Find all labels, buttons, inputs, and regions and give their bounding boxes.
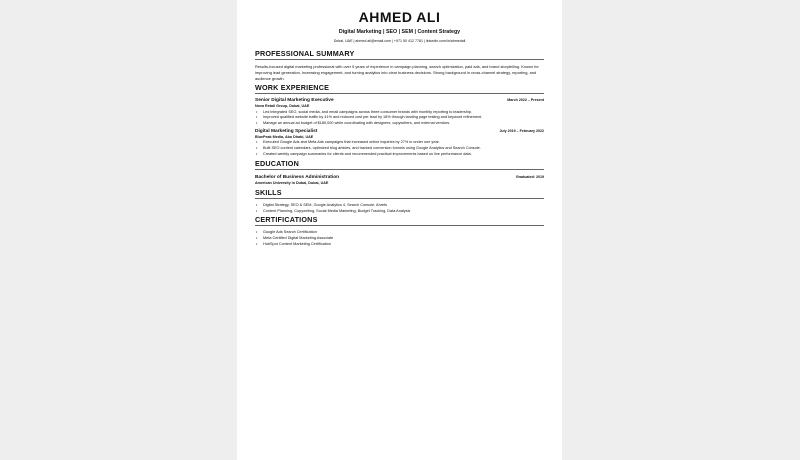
list-item: • Executed Google Ads and Meta Ads campaigns that increased online inquiries by 27% in under one year. xyxy=(263,140,544,146)
resume-page xyxy=(237,0,562,460)
list-item: • Led integrated SEO, social media, and email campaigns across three consumer brands with monthly reporting to leadership. xyxy=(263,110,544,116)
education-heading: EDUCATION xyxy=(255,159,544,170)
job-company: Nova Retail Group, Dubai, UAE xyxy=(255,104,310,109)
list-item: • Manage an annual ad budget of $180,000 while coordinating with designers, copywriters, and external vendors. xyxy=(263,121,544,127)
candidate-headline: Digital Marketing | SEO | SEM | Content Strategy xyxy=(338,29,461,35)
contact-line: Dubai, UAE | ahmed.ali@email.com | +971 50 412 7781 | linkedin.com/in/ahmedali xyxy=(333,39,466,43)
job-entry xyxy=(255,128,544,158)
school: American University in Dubai, Dubai, UAE xyxy=(255,180,329,185)
job-title: Digital Marketing Specialist xyxy=(255,128,318,134)
job-header xyxy=(255,97,544,104)
list-item: • Google Ads Search Certification xyxy=(263,230,544,236)
job-entry xyxy=(255,97,544,127)
list-item: • Digital Strategy, SEO & SEM, Google Analytics 4, Search Console, Ahrefs xyxy=(263,203,544,209)
job-header xyxy=(255,128,544,135)
certifications-list xyxy=(255,230,544,247)
list-item: • Content Planning, Copywriting, Social Media Marketing, Budget Tracking, Data Analysis xyxy=(263,209,544,215)
list-item: • HubSpot Content Marketing Certification xyxy=(263,242,544,248)
job-title: Senior Digital Marketing Executive xyxy=(255,98,334,104)
education-header xyxy=(255,174,544,181)
degree: Bachelor of Business Administration xyxy=(255,174,340,180)
job-bullets xyxy=(255,140,544,157)
summary-heading: PROFESSIONAL SUMMARY xyxy=(255,49,544,60)
summary-text: Results-focused digital marketing professional with over 5 years of experience in campaign planning, search optimization, paid ads, and brand storytelling. Known for improving lead generation, increasing engagement, and turning analytics into clear business decisions. Strong background in cross-channel strategy, reporting, and audience growth. xyxy=(255,64,539,81)
skills-list xyxy=(255,203,544,215)
list-item: • Created weekly campaign summaries for clients and recommended practical improvements based on live performance data. xyxy=(263,152,544,158)
skills-heading: SKILLS xyxy=(255,188,544,199)
job-bullets xyxy=(255,110,544,127)
candidate-name: AHMED ALI xyxy=(358,9,441,25)
graduation-date: Graduated: 2019 xyxy=(515,174,544,179)
experience-heading: WORK EXPERIENCE xyxy=(255,83,544,94)
list-item: • Improved qualified website traffic by 41% and reduced cost per lead by 18% through landing page testing and keyword refinement. xyxy=(263,115,544,121)
list-item: • Meta Certified Digital Marketing Associate xyxy=(263,236,544,242)
job-dates: July 2019 – February 2022 xyxy=(499,128,544,133)
certifications-heading: CERTIFICATIONS xyxy=(255,215,544,226)
job-dates: March 2022 – Present xyxy=(507,98,544,103)
job-company: BluePeak Media, Abu Dhabi, UAE xyxy=(255,134,314,139)
list-item: • Built SEO content calendars, optimized blog articles, and tracked conversion funnels using Google Analytics and Search Console. xyxy=(263,146,544,152)
